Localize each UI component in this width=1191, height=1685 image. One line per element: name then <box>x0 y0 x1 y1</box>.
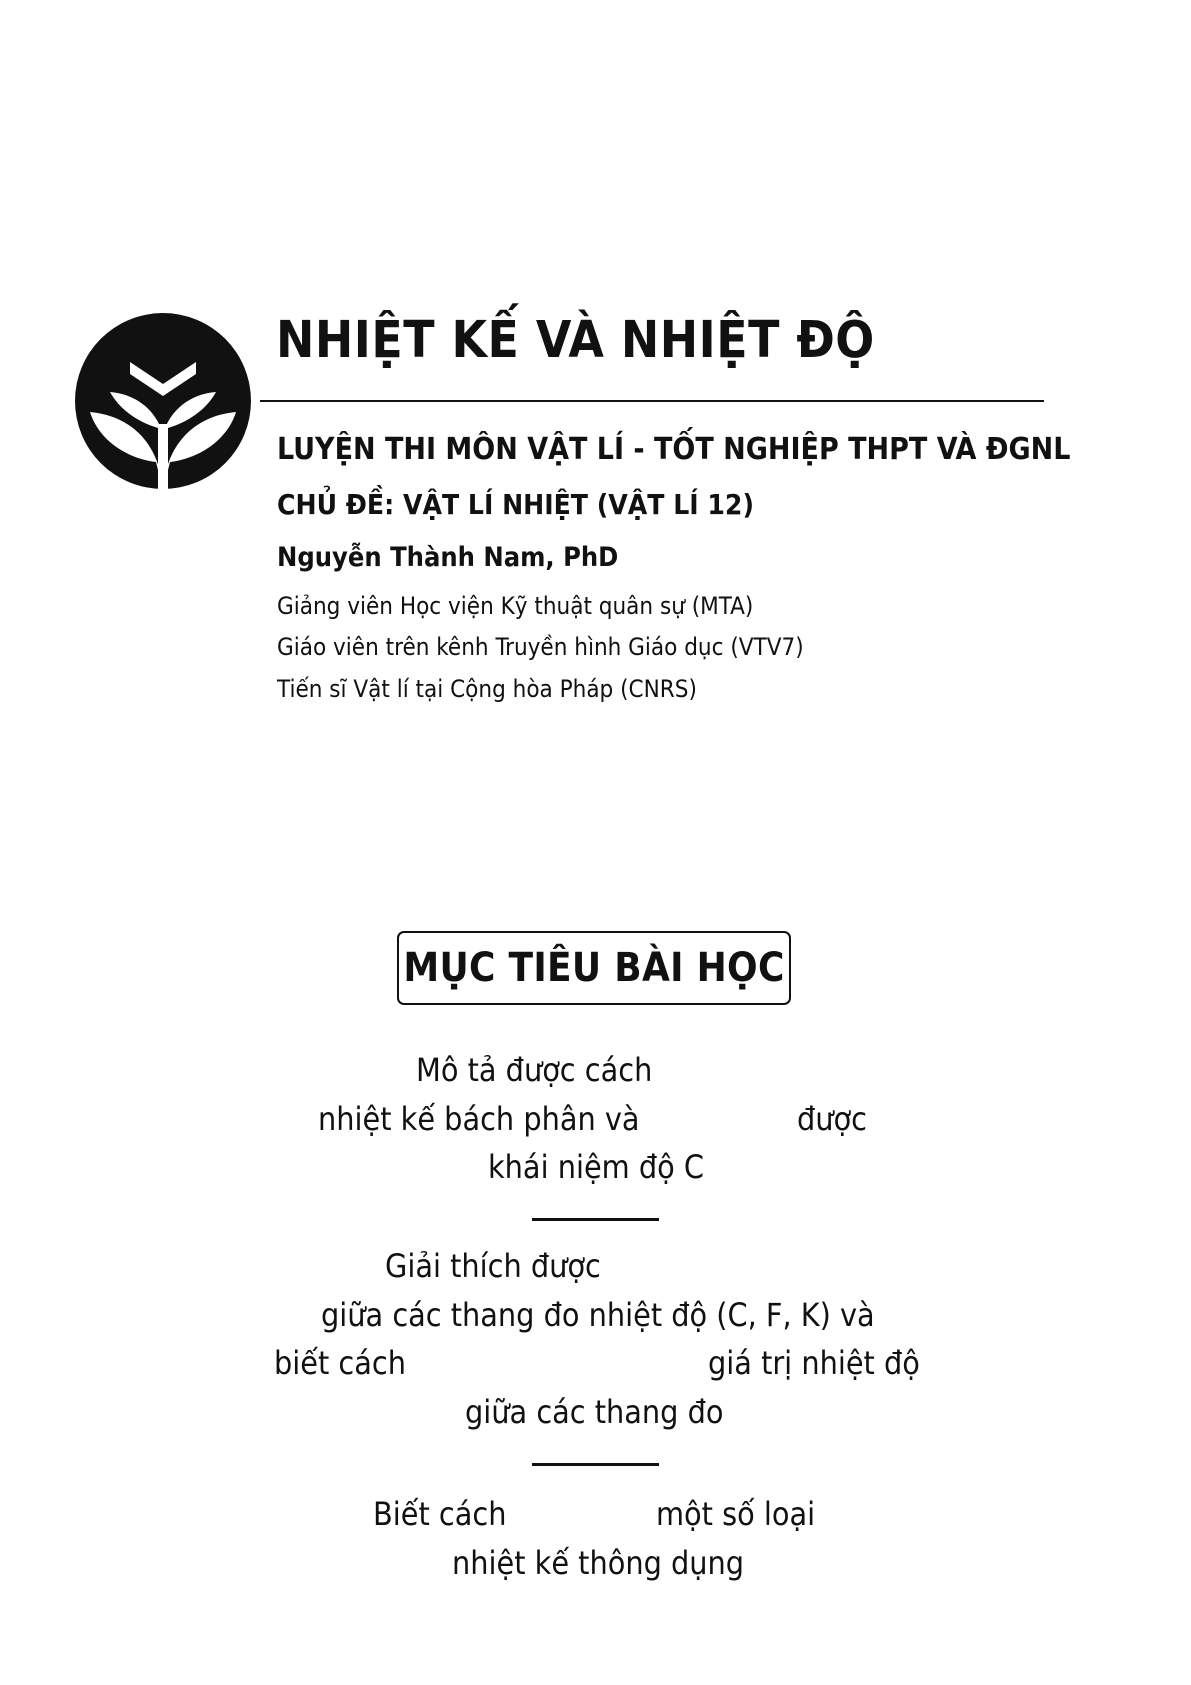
author-name: Nguyễn Thành Nam, PhD <box>277 542 619 573</box>
author-credential: Giáo viên trên kênh Truyền hình Giáo dục (VTV7) <box>277 633 804 661</box>
title-divider <box>260 400 1044 402</box>
objective-text: Giải thích được <box>385 1247 601 1285</box>
author-credential: Giảng viên Học viện Kỹ thuật quân sự (MTA) <box>277 592 754 620</box>
objective-text: được <box>797 1100 867 1138</box>
objective-text: biết cách <box>274 1344 406 1382</box>
course-name: LUYỆN THI MÔN VẬT LÍ - TỐT NGHIỆP THPT VÀ ĐGNL <box>277 432 1071 467</box>
objective-text: khái niệm độ C <box>488 1148 704 1186</box>
objective-divider <box>532 1463 659 1466</box>
objective-text: Biết cách <box>373 1495 507 1533</box>
author-credential: Tiến sĩ Vật lí tại Cộng hòa Pháp (CNRS) <box>277 675 697 703</box>
objectives-heading-box <box>397 931 791 1005</box>
objectives-heading: MỤC TIÊU BÀI HỌC <box>403 945 785 991</box>
objective-text: nhiệt kế thông dụng <box>452 1544 745 1582</box>
objective-text: giá trị nhiệt độ <box>708 1344 920 1382</box>
objective-divider <box>532 1218 659 1221</box>
topic-name: CHỦ ĐỀ: VẬT LÍ NHIỆT (VẬT LÍ 12) <box>277 488 754 521</box>
objective-text: giữa các thang đo <box>465 1393 724 1431</box>
sprout-circle-logo-icon <box>74 312 252 490</box>
objective-text: một số loại <box>656 1495 816 1533</box>
objective-text: nhiệt kế bách phân và <box>318 1100 640 1138</box>
objective-text: Mô tả được cách <box>416 1051 653 1089</box>
page-title: NHIỆT KẾ VÀ NHIỆT ĐỘ <box>276 311 875 370</box>
objective-text: giữa các thang đo nhiệt độ (C, F, K) và <box>321 1296 875 1334</box>
